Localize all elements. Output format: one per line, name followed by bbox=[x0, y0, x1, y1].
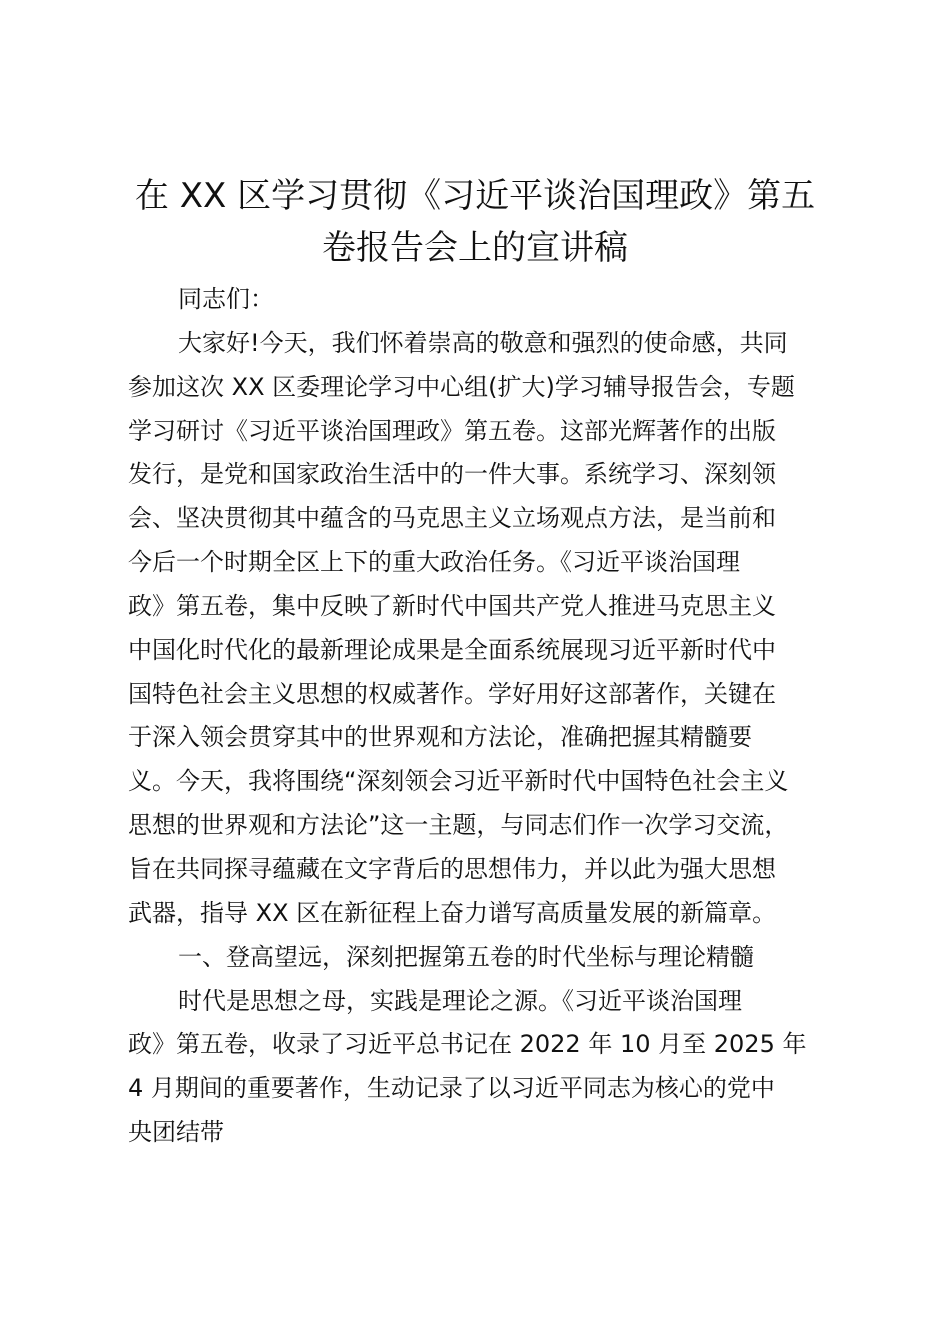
paragraph-line: 发行，是党和国家政治生活中的一件大事。系统学习、深刻领 bbox=[128, 460, 776, 489]
title-line: 卷报告会上的宣讲稿 bbox=[322, 228, 628, 268]
paragraph-line: 于深入领会贯穿其中的世界观和方法论，准确把握其精髓要 bbox=[128, 723, 752, 752]
paragraph-line: 央团结带 bbox=[128, 1118, 224, 1147]
paragraph-line: 武器，指导 XX 区在新征程上奋力谱写高质量发展的新篇章。 bbox=[128, 898, 777, 927]
paragraph-line: 今后一个时期全区上下的重大政治任务。《习近平谈治国理 bbox=[128, 548, 740, 577]
paragraph-line: 政》第五卷，集中反映了新时代中国共产党人推进马克思主义 bbox=[128, 591, 776, 620]
paragraph-line: 4 月期间的重要著作，生动记录了以习近平同志为核心的党中 bbox=[128, 1074, 775, 1103]
paragraph-line: 中国化时代化的最新理论成果是全面系统展现习近平新时代中 bbox=[128, 635, 776, 664]
title-line: 在 XX 区学习贯彻《习近平谈治国理政》第五 bbox=[134, 176, 816, 216]
salutation: 同志们： bbox=[178, 285, 274, 313]
paragraph-line: 思想的世界观和方法论”这一主题，与同志们作一次学习交流， bbox=[128, 811, 789, 840]
paragraph-line: 参加这次 XX 区委理论学习中心组(扩大)学习辅导报告会，专题 bbox=[128, 372, 795, 401]
paragraph-line: 国特色社会主义思想的权威著作。学好用好这部著作，关键在 bbox=[128, 679, 776, 708]
section-heading: 一、登高望远，深刻把握第五卷的时代坐标与理论精髓 bbox=[178, 942, 754, 971]
document-body bbox=[128, 278, 834, 1155]
paragraph-line: 政》第五卷，收录了习近平总书记在 2022 年 10 月至 2025 年 bbox=[128, 1030, 807, 1059]
paragraph-line: 旨在共同探寻蕴藏在文字背后的思想伟力，并以此为强大思想 bbox=[128, 854, 776, 883]
paragraph-line: 大家好!今天，我们怀着崇高的敬意和强烈的使命感，共同 bbox=[178, 328, 788, 357]
paragraph-line: 学习研讨《习近平谈治国理政》第五卷。这部光辉著作的出版 bbox=[128, 416, 776, 445]
paragraph-line: 义。今天，我将围绕“深刻领会习近平新时代中国特色社会主义 bbox=[128, 767, 789, 796]
paragraph-line: 会、坚决贯彻其中蕴含的马克思主义立场观点方法，是当前和 bbox=[128, 504, 776, 533]
document-title bbox=[118, 170, 832, 274]
paragraph-line: 时代是思想之母，实践是理论之源。《习近平谈治国理 bbox=[178, 986, 742, 1015]
